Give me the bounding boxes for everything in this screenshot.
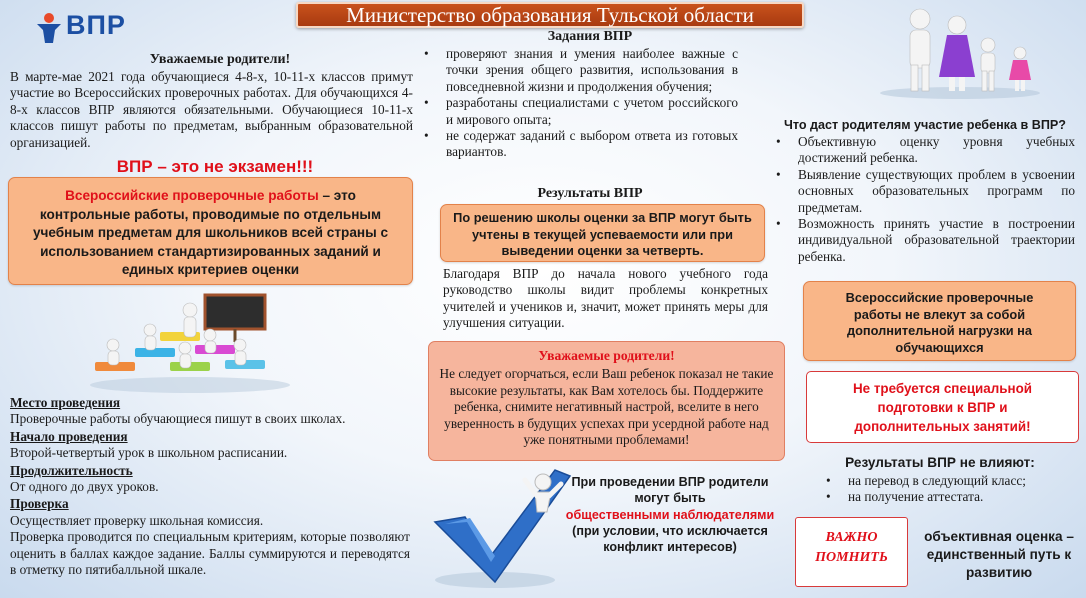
- person-logo-icon: [34, 12, 64, 44]
- gives-list: [776, 134, 1075, 265]
- results-text: Благодаря ВПР до начала нового учебного года руководство школы видит проблемы конкретных учителей и учеников и, значит, может принять меры для улучшения ситуации.: [443, 266, 768, 331]
- no-affect-list: [826, 473, 1076, 506]
- results-title: Результаты ВПР: [537, 186, 643, 201]
- list-item: • на получение аттестата.: [826, 489, 1076, 505]
- place-text: Проверочные работы обучающиеся пишут в своих школах.: [10, 411, 346, 427]
- no-load-box: Всероссийские проверочные работы не влекут за собой дополнительной нагрузки на обучающихся: [803, 281, 1076, 361]
- list-item: • Объективную оценку уровня учебных достижений ребенка.: [776, 134, 1075, 167]
- header-banner: Министерство образования Тульской области: [296, 2, 804, 28]
- left-greeting: Уважаемые родители!: [149, 52, 291, 67]
- definition-box: [8, 177, 413, 285]
- tasks-title: Задания ВПР: [547, 29, 633, 44]
- definition-rest: – это контрольные работы, проводимые по отдельным учебным предметам для школьников всей страны с использованием стандартизированных заданий и единых критериев оценки: [32, 188, 389, 278]
- start-title: Начало проведения: [10, 428, 128, 444]
- objective-text: объективная оценка – единственный путь к развитию: [924, 529, 1074, 580]
- list-item: • разработаны специалистами с учетом российского и мирового опыта;: [424, 95, 738, 128]
- parents-box: [428, 341, 785, 461]
- logo-text: ВПР: [66, 10, 126, 40]
- list-item: • не содержат заданий с выбором ответа из готовых вариантов.: [424, 128, 738, 161]
- left-intro: В марте-мае 2021 года обучающиеся 4-8-х, 10-11-х классов примут участие во Всероссийских проверочных работах. Для обучающихся 4-8-х классов ВПР являются обязательными. Обучающиеся 10-11-х классов пишут работы по предметам, выбранным образовательной организацией.: [10, 69, 413, 150]
- family-figures-icon: [865, 5, 1055, 100]
- classroom-figures-icon: [75, 290, 305, 395]
- observer-block: [560, 474, 780, 555]
- parents-title: Уважаемые родители!: [538, 348, 675, 363]
- check-text-2: Проверка проводится по специальным критериям, которые позволяют оценить в баллах каждое задание. Баллы суммируются и переводятся в отметку по пятибалльной шкале.: [10, 529, 410, 578]
- list-item: • Выявление существующих проблем в усвоении основных образовательных программ по предметам.: [776, 167, 1075, 216]
- check-title: Проверка: [10, 496, 69, 512]
- list-item: • проверяют знания и умения наиболее важные с точки зрения общего развития, использования в повседневной жизни и продолжения обучения;: [424, 46, 738, 95]
- list-item: • Возможность принять участие в построении индивидуальной образовательной траектории ребенка.: [776, 216, 1075, 265]
- list-item: • на перевод в следующий класс;: [826, 473, 1076, 489]
- place-title: Место проведения: [10, 395, 121, 410]
- observer-text-1: При проведении ВПР родители могут быть: [571, 475, 769, 506]
- observer-red: общественными наблюдателями: [565, 507, 775, 522]
- no-affect-title: Результаты ВПР не влияют:: [845, 455, 1035, 470]
- tasks-list: [424, 46, 738, 161]
- observer-text-2: (при условии, что исключается конфликт интересов): [572, 523, 768, 555]
- place-section: [10, 395, 410, 578]
- check-text-1: Осуществляет проверку школьная комиссия.: [10, 512, 264, 528]
- start-text: Второй-четвертый урок в школьном расписании.: [10, 445, 288, 461]
- parents-text: Не следует огорчаться, если Ваш ребенок показал не такие высокие результаты, как Вам хотелось бы. Поддержите ребенка, снимите негативный настрой, вселите в него уверенность в будущих успехах при усердной работе над уже понятными проблемами!: [439, 366, 774, 448]
- results-box: По решению школы оценки за ВПР могут быть учтены в текущей успеваемости или при выведении оценки за четверть.: [440, 204, 765, 262]
- checkmark-figure-icon: [425, 462, 575, 592]
- remember-badge: ВАЖНО ПОМНИТЬ: [795, 517, 908, 587]
- no-prep-box: Не требуется специальной подготовки к ВПР и дополнительных занятий!: [806, 371, 1079, 443]
- definition-red: Всероссийские проверочные работы: [65, 188, 319, 203]
- gives-title: Что даст родителям участие ребенка в ВПР?: [784, 118, 1066, 132]
- duration-title: Продолжительность: [10, 462, 133, 478]
- duration-text: От одного до двух уроков.: [10, 479, 159, 495]
- not-exam-title: ВПР – это не экзамен!!!: [116, 157, 314, 176]
